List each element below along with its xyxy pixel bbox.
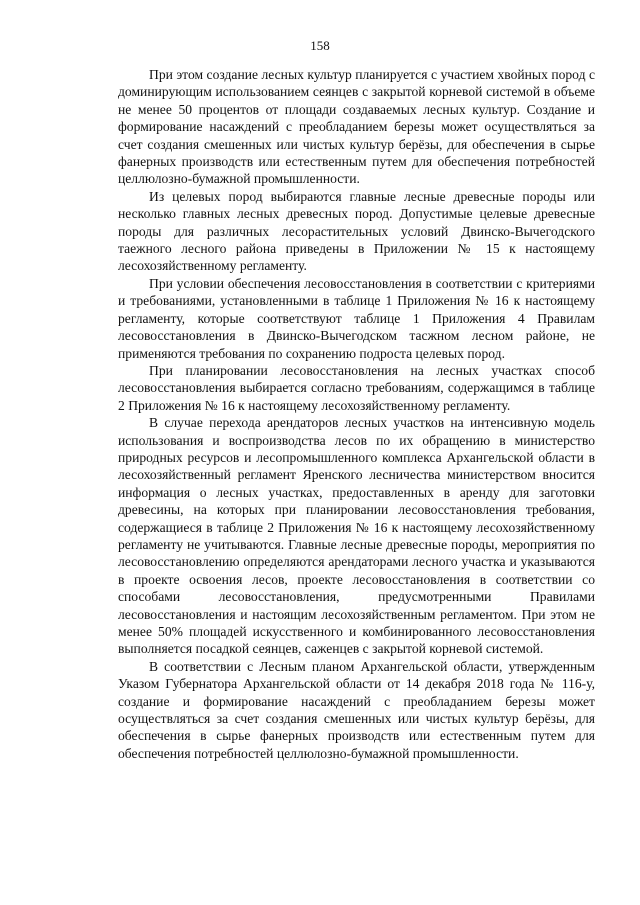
paragraph-reforestation-method: При планировании лесовосстановления на лесных участках способ лесовосстановления выбирается согласно требованиям, содержащимся в таблице 2 Приложения № 16 к настоящему лесохозяйственному регламенту.	[118, 362, 595, 413]
page-number: 158	[310, 38, 330, 53]
paragraph-reforestation-criteria: При условии обеспечения лесовосстановления в соответствии с критериями и требованиями, установленными в таблице 1 Приложения № 16 к настоящему регламенту, которые соответствуют таблице 1 Приложения 4 Правилам лесовосстановления в Двинско-Вычегодском тасжном лесном районе, не применяются требования по сохранению подроста целевых пород.	[118, 275, 595, 361]
paragraph-forest-plan: В соответствии с Лесным планом Архангельской области, утвержденным Указом Губернатора Архангельской области от 14 декабря 2018 года № 116-у, создание и формирование насаждений с преобладанием березы может осуществляться за счет создания смешенных или чистых культур берёзы, для обеспечения в сырье фанерных производств или естественным путем для обеспечения потребностей целлюлозно-бумажной промышленности.	[118, 658, 595, 761]
paragraph-forest-cultures: При этом создание лесных культур планируется с участием хвойных пород с доминирующим использованием сеянцев с закрытой корневой системой в объеме не менее 50 процентов от площади создаваемых лесных культур. Создание и формирование насаждений с преобладанием березы может осуществляться за счет создания смешенных или чистых культур берёзы, для обеспечения в сырье фанерных производств или естественным путем для обеспечения потребностей целлюлозно-бумажной промышленности.	[118, 67, 595, 187]
paragraph-intensive-model: В случае перехода арендаторов лесных участков на интенсивную модель использования и воспроизводства лесов по их обращению в министерство природных ресурсов и лесопромышленного комплекса Архангельской области в лесохозяйственный регламент Яренского лесничества министерством вносится информация о лесных участках, предоставленных в аренду для заготовки древесины, на которых при планировании лесовосстановления требования, содержащиеся в таблице 2 Приложения № 16 к настоящему лесохозяйственному регламенту не учитываются. Главные лесные древесные породы, мероприятия по лесовосстановлению определяются арендаторами лесного участка и указываются в проекте освоения лесов, проекте лесовосстановления в соответствии со способами лесовосстановления, предусмотренными Правилами лесовосстановления и настоящим лесохозяйственным регламентом. При этом не менее 50% площадей искусственного и комбинированного лесовосстановления выполняется посадкой сеянцев, саженцев с закрытой корневой системой.	[118, 415, 595, 657]
paragraph-target-species: Из целевых пород выбираются главные лесные древесные породы или несколько главных лесных древесных пород. Допустимые целевые древесные породы для различных лесорастительных условий Двинско-Вычегодского таежного лесного района приведены в Приложении № 15 к настоящему лесохозяйственному регламенту.	[118, 188, 595, 274]
document-body	[118, 66, 595, 762]
